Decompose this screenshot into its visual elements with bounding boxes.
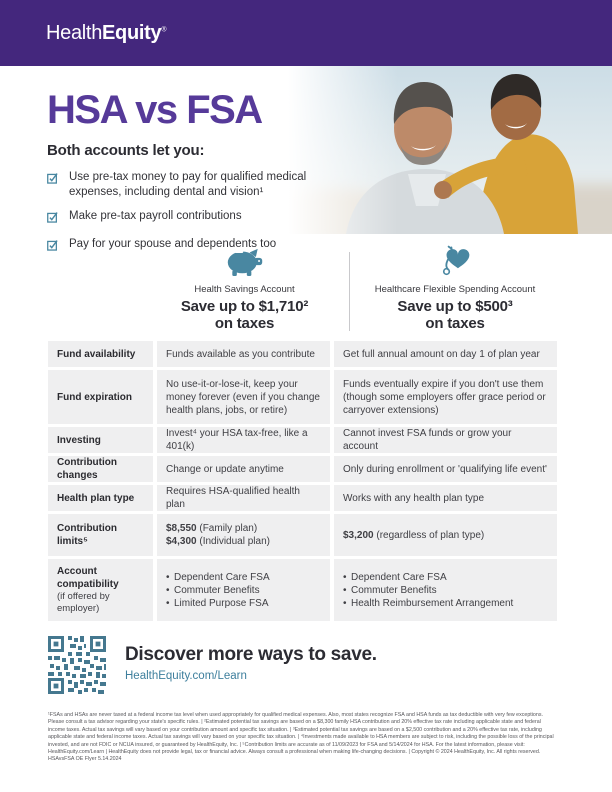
- benefit-text: Use pre-tax money to pay for qualified medical expenses, including dental and vision¹: [69, 171, 307, 199]
- savings-amount: [345, 298, 565, 333]
- hsa-cell: [157, 514, 330, 556]
- list-item: • Commuter Benefits: [343, 584, 548, 597]
- hero-section: [47, 90, 357, 265]
- list-item: • Health Reimbursement Arrangement: [343, 597, 548, 610]
- fsa-cell: Cannot invest FSA funds or grow your account: [334, 427, 557, 453]
- list-item: [47, 170, 357, 200]
- savings-line-1: Save up to $500³: [397, 298, 513, 315]
- row-label-note: (if offered by employer): [57, 590, 110, 614]
- page-title: HSA vs FSA: [47, 88, 262, 132]
- row-label-title: Account compatibility: [57, 565, 119, 590]
- list-item: • Limited Purpose FSA: [166, 597, 321, 610]
- logo-text-health: Health: [46, 21, 103, 44]
- amount-note: (regardless of plan type): [373, 529, 485, 541]
- comparison-table: [48, 341, 557, 621]
- amount: $8,550: [166, 523, 197, 534]
- amount: $4,300: [166, 536, 197, 547]
- list-item: • Dependent Care FSA: [343, 571, 548, 584]
- savings-line-2: on taxes: [214, 315, 275, 333]
- amount-note: (Family plan): [196, 523, 258, 534]
- savings-line-2: on taxes: [425, 315, 485, 333]
- checkbox-icon: [47, 171, 58, 189]
- hsa-cell: Requires HSA-qualified health plan: [157, 485, 330, 511]
- list-item: • Commuter Benefits: [166, 584, 321, 597]
- heart-stethoscope-icon: [345, 244, 565, 276]
- fsa-cell: Only during enrollment or 'qualifying life event': [334, 456, 557, 482]
- healthequity-logo: [46, 22, 166, 45]
- cta-text: [125, 636, 377, 684]
- cta-section: [48, 636, 377, 694]
- fsa-compat-list: [343, 571, 548, 610]
- row-label: [48, 559, 153, 621]
- logo-text-equity: Equity: [102, 21, 162, 44]
- hsa-column-header: [157, 244, 332, 333]
- fsa-cell: Works with any health plan type: [334, 485, 557, 511]
- hero-lead: Both accounts let you:: [47, 142, 205, 159]
- list-item: [47, 209, 357, 228]
- registered-mark: ®: [161, 25, 167, 33]
- row-label: Fund availability: [48, 341, 153, 367]
- hsa-cell: [157, 559, 330, 621]
- hsa-compat-list: [166, 571, 321, 610]
- hsa-cell: Invest⁴ your HSA tax-free, like a 401(k): [157, 427, 330, 453]
- cta-headline: Discover more ways to save.: [125, 644, 377, 665]
- hsa-cell: Funds available as you contribute: [157, 341, 330, 367]
- account-name: Healthcare Flexible Spending Account: [374, 284, 536, 295]
- row-label: Health plan type: [48, 485, 153, 511]
- checkbox-icon: [47, 210, 58, 228]
- hsa-cell: No use-it-or-lose-it, keep your money forever (even if you change health plans, jobs, or retire): [157, 370, 330, 424]
- savings-line-1: Save up to $1,710²: [180, 298, 309, 315]
- fsa-column-header: [345, 244, 565, 333]
- account-name: Health Savings Account: [194, 284, 295, 295]
- checkbox-icon: [47, 238, 58, 256]
- row-label: Contribution changes: [48, 456, 153, 482]
- piggy-bank-icon: [157, 244, 332, 276]
- qr-code: [48, 636, 106, 694]
- benefit-text: Pay for your spouse and dependents too: [69, 238, 277, 251]
- savings-amount: [157, 298, 332, 333]
- row-label: Fund expiration: [48, 370, 153, 424]
- fsa-cell: [334, 559, 557, 621]
- row-label: Investing: [48, 427, 153, 453]
- benefit-text: Make pre-tax payroll contributions: [69, 210, 242, 223]
- hsa-cell: Change or update anytime: [157, 456, 330, 482]
- row-label: Contribution limits⁵: [48, 514, 153, 556]
- learn-more-link[interactable]: HealthEquity.com/Learn: [125, 670, 247, 682]
- fsa-cell: [334, 514, 557, 556]
- list-item: • Dependent Care FSA: [166, 571, 321, 584]
- amount-note: (Individual plan): [196, 536, 270, 547]
- header-bar: [0, 0, 612, 66]
- fsa-cell: Get full annual amount on day 1 of plan year: [334, 341, 557, 367]
- amount: $3,200: [343, 529, 374, 541]
- fsa-cell: Funds eventually expire if you don't use them (though some employers offer grace period or carryover extensions): [334, 370, 557, 424]
- legal-footnotes: ¹FSAs and HSAs are never taxed at a federal income tax level when used appropriately for qualified medical expenses. Also, most states recognize FSA and HSA funds as tax deductible with very few exceptions. Please consult a tax advisor regarding your state's specific rules. | ²Estimated potential tax savings are based on a $8,300 family HSA contribution and 20% effective tax rate including applicable state and federal income taxes. Actual tax savings will vary based on your contribution amount and specific tax situation. | ³Estimated potential tax savings are based on a $2,500 contribution and a 20% effective tax rate, including applicable state and federal income taxes. Actual tax savings will vary based on your specific tax situation. | ⁴Investments made available to HSA members are subject to risk, including the possible loss of the principal invested, and are not FDIC or NCUA insured, or guaranteed by HealthEquity, Inc. | ⁵Contribution limits are accurate as of 11/09/2023 for FSA and 5/14/2024 for HSA. For the latest information, please visit: HealthEquity.com/Learn | HealthEquity does not provide legal, tax or financial advice. Always consult a professional when making life-changing decisions. | Copyright © 2024 HealthEquity, Inc. All rights reserved. HSAvsFSA OE Flyer 5.14.2024: [48, 712, 554, 763]
